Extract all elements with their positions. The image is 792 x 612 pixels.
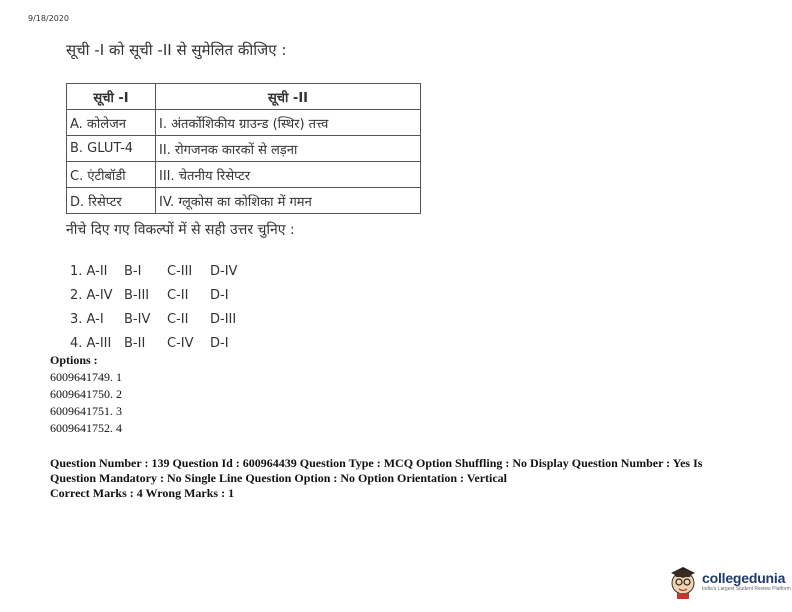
print-date: 9/18/2020 bbox=[28, 14, 70, 23]
table-cell: II. रोगजनक कारकों से लड़ना bbox=[156, 136, 421, 162]
choice-cell: B-II bbox=[124, 335, 146, 351]
table-row bbox=[67, 188, 421, 214]
choice-cell: 1. A-II bbox=[70, 263, 108, 279]
table-header-row bbox=[67, 84, 421, 110]
choice-cell: D-III bbox=[210, 311, 237, 327]
matching-table bbox=[66, 83, 421, 214]
choice-cell: 3. A-I bbox=[70, 311, 104, 327]
option-item: 6009641752. 4 bbox=[50, 421, 122, 435]
choice-row-1 bbox=[70, 259, 250, 283]
choice-cell: C-III bbox=[167, 263, 193, 279]
choice-row-3 bbox=[70, 307, 250, 331]
options-label: Options : bbox=[50, 353, 98, 367]
table-cell: III. चेतनीय रिसेप्टर bbox=[156, 162, 421, 188]
choice-cell: C-IV bbox=[167, 335, 194, 351]
answer-choices bbox=[70, 259, 250, 355]
metadata-line: Question Number : 139 Question Id : 600964439 Question Type : MCQ Option Shuffling : No Display Question Number : Yes Is bbox=[50, 456, 703, 470]
brand-tagline: India's Largest Student Review Platform bbox=[702, 586, 791, 592]
table-cell: D. रिसेप्टर bbox=[67, 188, 156, 214]
table-cell: IV. ग्लूकोस का कोशिका में गमन bbox=[156, 188, 421, 214]
table-cell: A. कोलेजन bbox=[67, 110, 156, 136]
choice-cell: C-II bbox=[167, 287, 189, 303]
choice-cell: B-III bbox=[124, 287, 150, 303]
table-cell: I. अंतर्कोशिकीय ग्राउन्ड (स्थिर) तत्त्व bbox=[156, 110, 421, 136]
table-row bbox=[67, 110, 421, 136]
mascot-icon bbox=[668, 563, 698, 599]
question-heading: सूची -I को सूची -II से सुमेलित कीजिए : bbox=[66, 41, 287, 59]
table-header-list-2: सूची -II bbox=[156, 84, 421, 110]
brand-name: collegedunia bbox=[702, 570, 786, 586]
choice-cell: D-I bbox=[210, 287, 229, 303]
choice-cell: B-I bbox=[124, 263, 142, 279]
choice-cell: D-IV bbox=[210, 263, 238, 279]
options-list bbox=[50, 352, 122, 437]
table-header-list-1: सूची -I bbox=[67, 84, 156, 110]
table-row bbox=[67, 162, 421, 188]
question-metadata bbox=[50, 456, 740, 501]
metadata-line: Correct Marks : 4 Wrong Marks : 1 bbox=[50, 486, 235, 500]
choice-cell: C-II bbox=[167, 311, 189, 327]
collegedunia-logo bbox=[668, 563, 791, 599]
option-item: 6009641751. 3 bbox=[50, 404, 122, 418]
table-row bbox=[67, 136, 421, 162]
choice-cell: 2. A-IV bbox=[70, 287, 113, 303]
option-item: 6009641750. 2 bbox=[50, 387, 122, 401]
option-item: 6009641749. 1 bbox=[50, 370, 122, 384]
metadata-line: Question Mandatory : No Single Line Question Option : No Option Orientation : Vertical bbox=[50, 471, 508, 485]
table-cell: C. एंटीबॉडी bbox=[67, 162, 156, 188]
instruction-text: नीचे दिए गए विकल्पों में से सही उत्तर चुनिए : bbox=[66, 222, 295, 238]
choice-cell: B-IV bbox=[124, 311, 151, 327]
table-cell: B. GLUT-4 bbox=[67, 136, 156, 162]
choice-row-2 bbox=[70, 283, 250, 307]
choice-cell: D-I bbox=[210, 335, 229, 351]
choice-cell: 4. A-III bbox=[70, 335, 112, 351]
